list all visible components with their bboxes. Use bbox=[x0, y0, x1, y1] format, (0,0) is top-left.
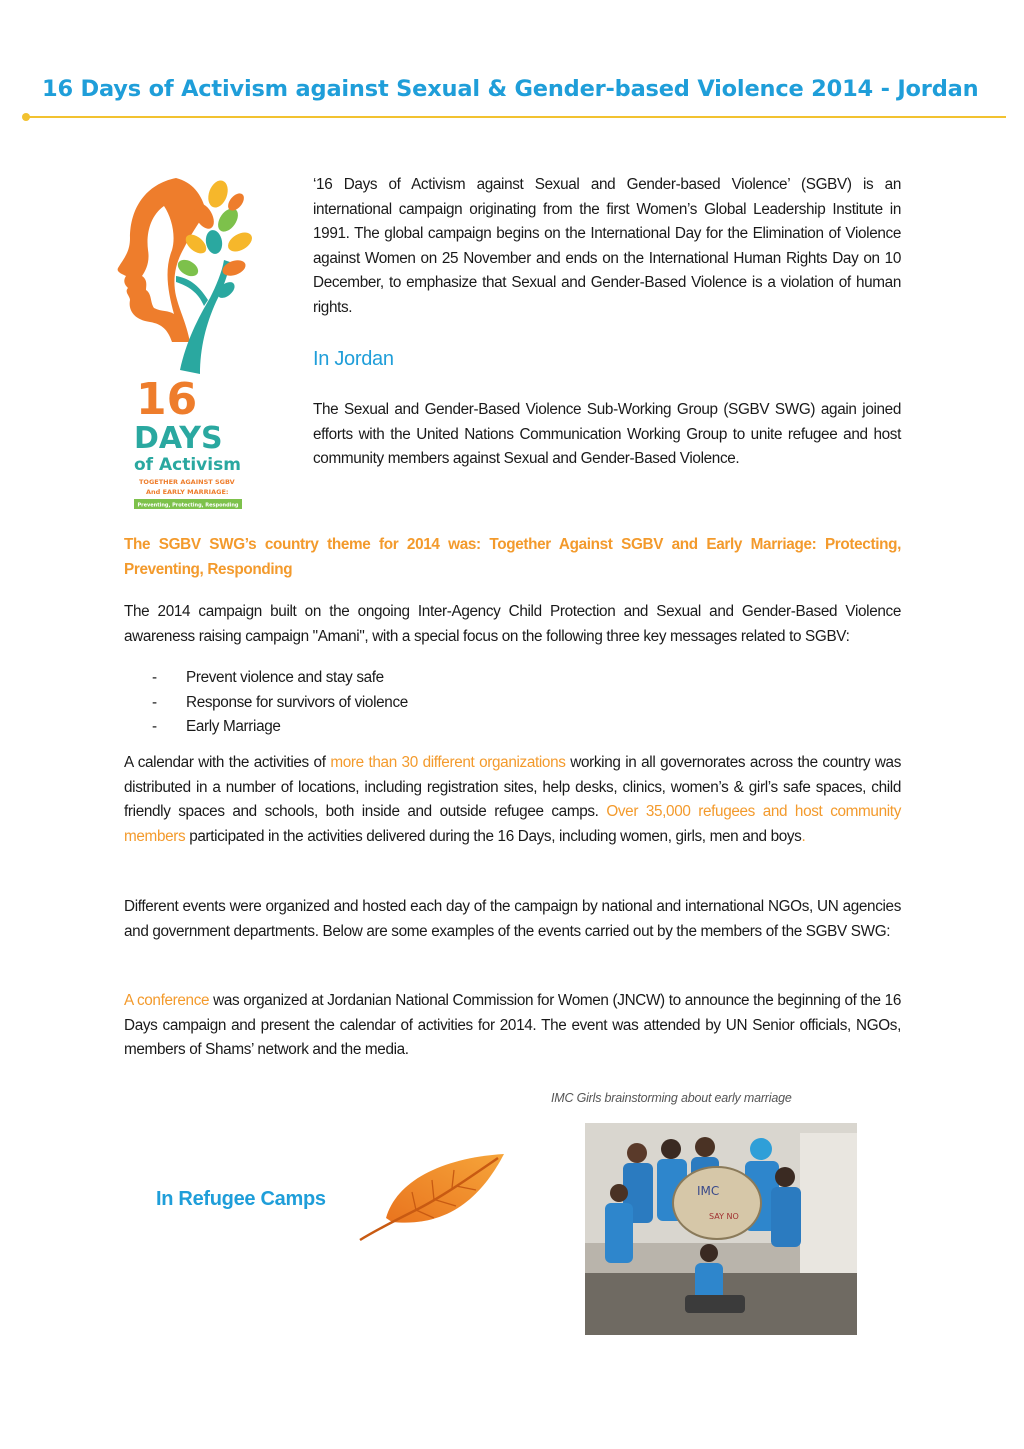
logo-activism: of Activism bbox=[134, 455, 241, 475]
calendar-text-1: A calendar with the activities of bbox=[124, 754, 331, 771]
sign-text: IMC bbox=[697, 1184, 720, 1198]
logo-line1: TOGETHER AGAINST SGBV bbox=[139, 478, 235, 486]
list-item-text: Early Marriage bbox=[186, 718, 281, 736]
campaign-logo bbox=[106, 172, 252, 512]
calendar-text-2: working in all governorates across the country was distributed in a number of locations, including registration sites, help desks, clinics, women’s & girl’s safe spaces, child friendly spaces and schools, both inside and outside refugee camps. bbox=[124, 754, 902, 821]
logo-ribbon-text: Preventing, Protecting, Responding bbox=[137, 502, 239, 509]
logo-tree-trunk bbox=[180, 260, 230, 374]
list-item bbox=[152, 691, 408, 716]
calendar-paragraph bbox=[124, 751, 901, 849]
jordan-paragraph: The Sexual and Gender-Based Violence Sub-Working Group (SGBV SWG) again joined efforts with the United Nations Communication Working Group to unite refugee and host community members against Sexual and Gender-Based Violence. bbox=[313, 401, 901, 468]
conference-highlight: A conference bbox=[124, 992, 210, 1009]
sign-sub-text: SAY NO bbox=[709, 1212, 739, 1221]
campaign-paragraph: The 2014 campaign built on the ongoing Inter-Agency Child Protection and Sexual and Gender-Based Violence awareness raising campaign "Amani", with a special focus on the following three key messages related to SGBV: bbox=[124, 603, 901, 645]
events-paragraph: Different events were organized and hosted each day of the campaign by national and international NGOs, UN agencies and government departments. Below are some examples of the events carried out by the members of the SGBV SWG: bbox=[124, 898, 901, 940]
intro-paragraph: ‘16 Days of Activism against Sexual and Gender-based Violence’ (SGBV) is an international campaign originating from the first Women’s Global Leadership Institute in 1991. The global campaign begins on the International Day for the Elimination of Violence against Women on 25 November and ends on the International Human Rights Day on 10 December, to emphasize that Sexual and Gender-Based Violence is a violation of human rights. bbox=[313, 176, 901, 316]
page-title: 16 Days of Activism against Sexual & Gender-based Violence 2014 - Jordan bbox=[42, 76, 979, 102]
conference-text: was organized at Jordanian National Commission for Women (JNCW) to announce the beginning of the 16 Days campaign and present the calendar of activities for 2014. The event was attended by UN Senior officials, NGOs, members of Shams’ network and the media. bbox=[124, 992, 901, 1059]
key-messages-list bbox=[152, 666, 408, 740]
list-dash: - bbox=[152, 693, 157, 711]
conference-paragraph bbox=[124, 989, 901, 1063]
camps-heading: In Refugee Camps bbox=[156, 1188, 326, 1210]
list-item bbox=[152, 715, 408, 740]
list-item-text: Prevent violence and stay safe bbox=[186, 669, 384, 686]
leaf-icon bbox=[356, 1148, 508, 1244]
calendar-end: . bbox=[801, 827, 806, 845]
participants-highlight: Over 35,000 refugees and host community members bbox=[124, 803, 901, 845]
logo-days: DAYS bbox=[134, 421, 223, 456]
photo-caption: IMC Girls brainstorming about early marriage bbox=[551, 1091, 792, 1105]
girls-brainstorming-photo bbox=[585, 1123, 857, 1335]
title-underline bbox=[26, 116, 1006, 118]
title-underline-dot bbox=[22, 113, 30, 121]
logo-number: 16 bbox=[136, 374, 198, 425]
list-item bbox=[152, 666, 408, 691]
jordan-heading: In Jordan bbox=[313, 348, 394, 370]
country-theme: The SGBV SWG’s country theme for 2014 was: Together Against SGBV and Early Marriage: Protecting, Preventing, Responding bbox=[124, 536, 901, 578]
calendar-text-3: participated in the activities delivered during the 16 Days, including women, girls, men and boys bbox=[185, 827, 802, 845]
logo-line2: And EARLY MARRIAGE: bbox=[146, 488, 229, 496]
organizations-highlight: more than 30 different organizations bbox=[330, 754, 566, 771]
list-dash: - bbox=[152, 669, 157, 686]
list-item-text: Response for survivors of violence bbox=[186, 693, 408, 711]
list-dash: - bbox=[152, 718, 157, 736]
